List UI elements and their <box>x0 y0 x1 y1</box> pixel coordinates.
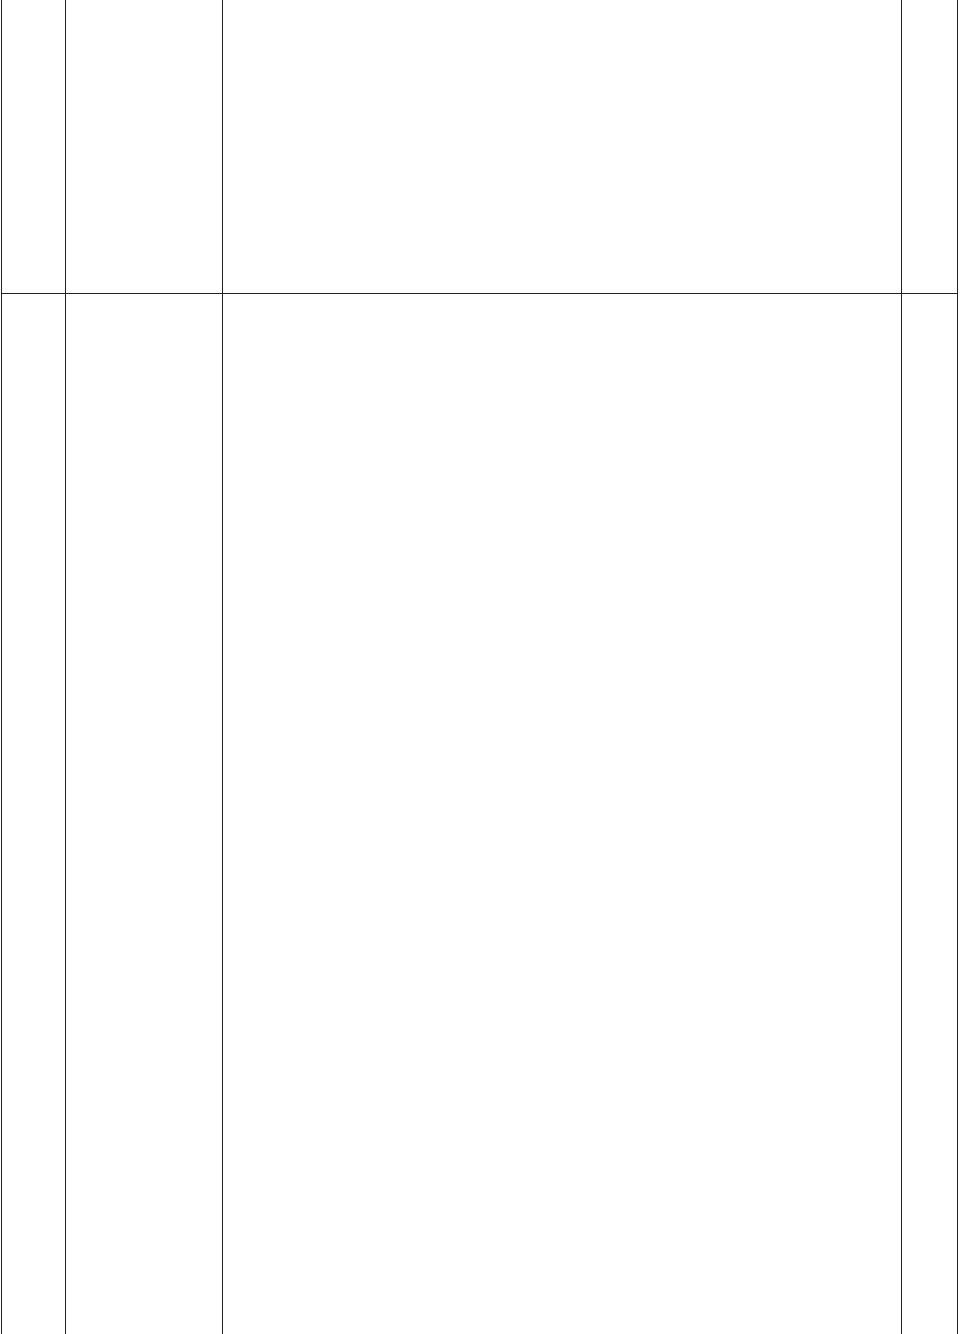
table-divider-qty <box>901 0 902 1334</box>
table-border-right <box>957 0 958 1334</box>
table-border-left <box>1 0 2 1334</box>
table-divider-name <box>222 0 223 1334</box>
table-divider-lp <box>65 0 66 1334</box>
table-row-divider <box>1 293 958 294</box>
